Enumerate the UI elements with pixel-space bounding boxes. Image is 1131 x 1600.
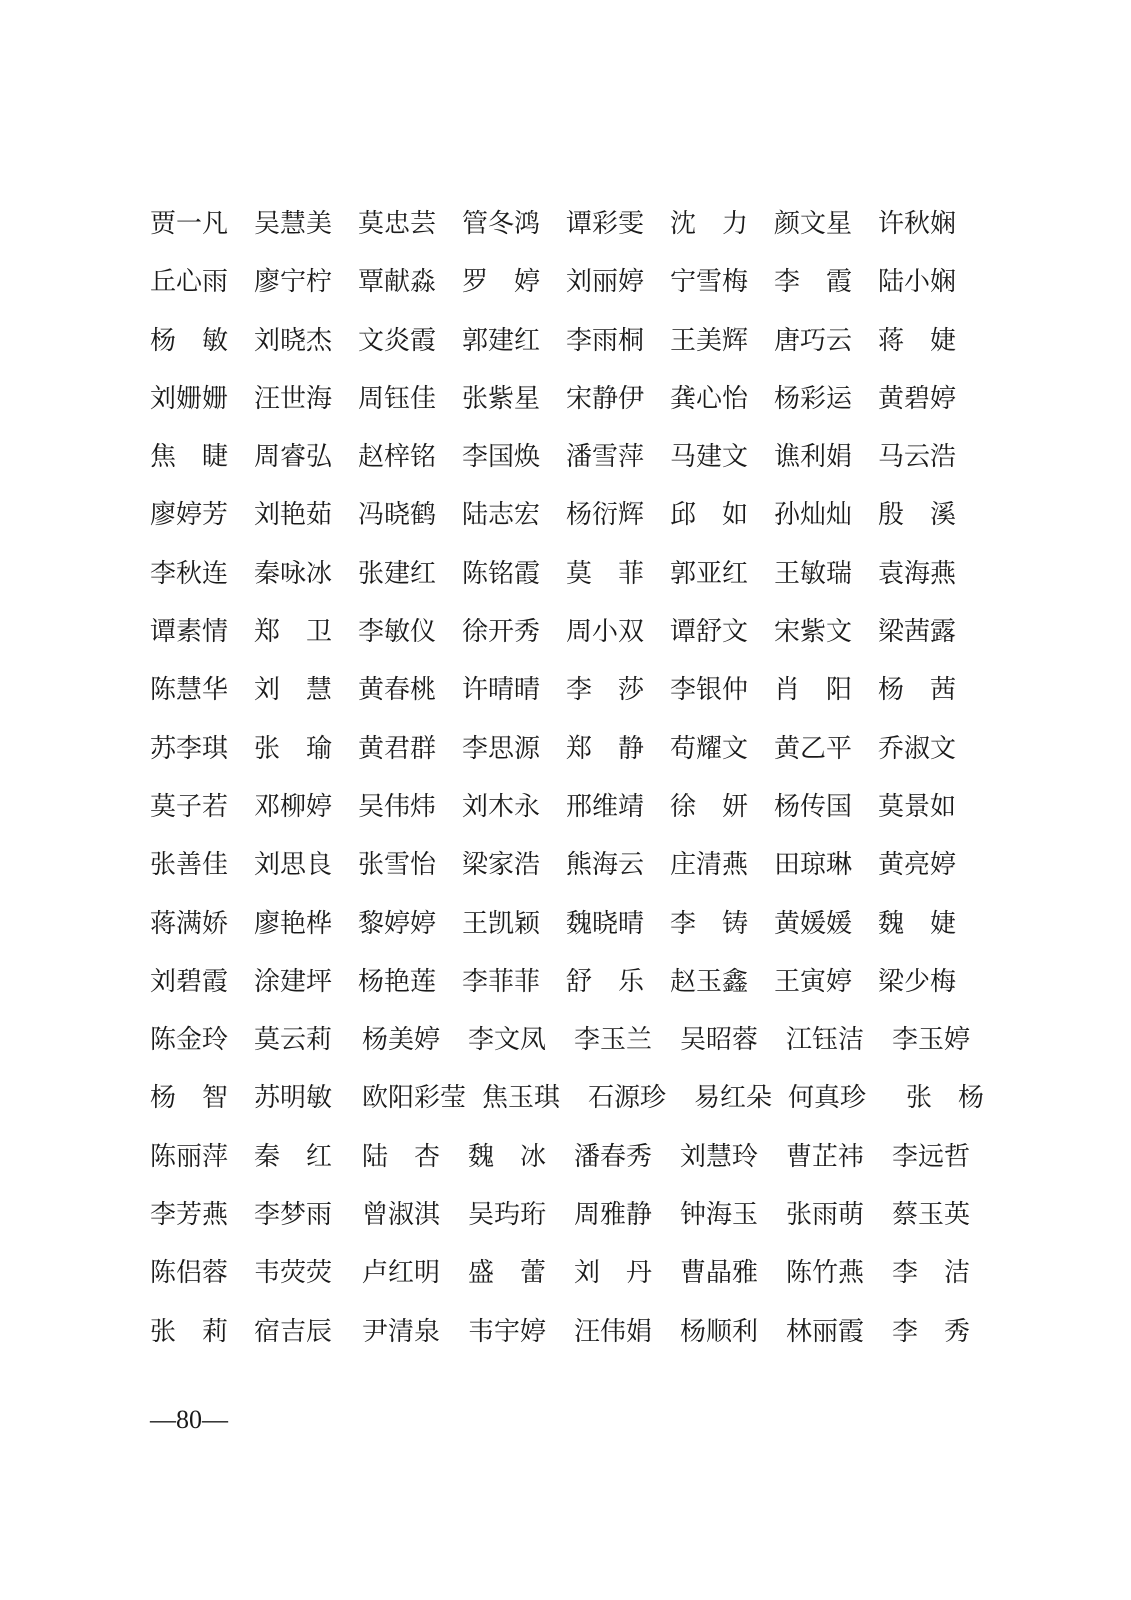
person-name: 易红朵 bbox=[694, 1083, 773, 1114]
person-name: 管冬鸿 bbox=[462, 209, 541, 239]
person-name: 钟海玉 bbox=[680, 1200, 759, 1231]
person-name: 刘艳茹 bbox=[254, 500, 333, 531]
person-name: 张雨萌 bbox=[786, 1200, 865, 1231]
person-name: 乔淑文 bbox=[878, 733, 957, 764]
person-name: 李雨桐 bbox=[566, 325, 645, 356]
person-name: 吴玙珩 bbox=[468, 1200, 547, 1231]
person-name: 梁家浩 bbox=[462, 850, 541, 881]
person-name: 张 杨 bbox=[906, 1083, 985, 1114]
person-name: 邓柳婷 bbox=[254, 791, 333, 822]
page-number: —80— bbox=[150, 1405, 228, 1434]
person-name: 郭建红 bbox=[462, 325, 541, 356]
person-name: 龚心怡 bbox=[670, 383, 749, 414]
person-name: 何真珍 bbox=[788, 1083, 867, 1114]
person-name: 李 秀 bbox=[892, 1316, 971, 1347]
person-name: 曾淑淇 bbox=[362, 1200, 441, 1231]
person-name: 石源珍 bbox=[588, 1083, 667, 1114]
person-name: 杨顺利 bbox=[680, 1316, 759, 1347]
person-name: 周小双 bbox=[566, 617, 645, 648]
person-name: 杨 敏 bbox=[150, 325, 229, 356]
person-name: 李芳燕 bbox=[150, 1200, 229, 1231]
person-name: 潘雪萍 bbox=[566, 442, 645, 473]
person-name: 郑 静 bbox=[566, 733, 645, 764]
person-name: 陈丽萍 bbox=[150, 1141, 229, 1172]
person-name: 杨 茜 bbox=[878, 675, 957, 706]
person-name: 汪伟娟 bbox=[574, 1316, 653, 1347]
person-name: 魏 冰 bbox=[468, 1141, 547, 1172]
person-name: 舒 乐 bbox=[566, 966, 645, 997]
person-name: 莫子若 bbox=[150, 791, 229, 822]
person-name: 陈侣蓉 bbox=[150, 1258, 229, 1289]
person-name: 谭素情 bbox=[150, 617, 229, 648]
person-name: 谯利娟 bbox=[774, 442, 853, 473]
person-name: 宋静伊 bbox=[566, 383, 645, 414]
person-name: 马建文 bbox=[670, 442, 749, 473]
person-name: 黄碧婷 bbox=[878, 383, 957, 414]
person-name: 李菲菲 bbox=[462, 966, 541, 997]
person-name: 刘碧霞 bbox=[150, 966, 229, 997]
person-name: 周雅静 bbox=[574, 1200, 653, 1231]
person-name: 黄媛媛 bbox=[774, 908, 853, 939]
person-name: 邱 如 bbox=[670, 500, 749, 531]
person-name: 廖宁柠 bbox=[254, 267, 333, 298]
person-name: 刘 丹 bbox=[574, 1258, 653, 1289]
person-name: 覃献淼 bbox=[358, 267, 437, 298]
person-name: 田琼琳 bbox=[774, 850, 853, 881]
person-name: 莫忠芸 bbox=[358, 209, 437, 239]
person-name: 周钰佳 bbox=[358, 383, 437, 414]
person-name: 黄春桃 bbox=[358, 675, 437, 706]
person-name: 廖婷芳 bbox=[150, 500, 229, 531]
person-name: 赵玉鑫 bbox=[670, 966, 749, 997]
person-name: 吴昭蓉 bbox=[680, 1025, 759, 1056]
person-name: 苏李琪 bbox=[150, 733, 229, 764]
person-name: 刘慧玲 bbox=[680, 1141, 759, 1172]
person-name: 刘 慧 bbox=[254, 675, 333, 706]
person-name: 唐巧云 bbox=[774, 325, 853, 356]
person-name: 陈慧华 bbox=[150, 675, 229, 706]
person-name: 许晴晴 bbox=[462, 675, 541, 706]
person-name: 刘丽婷 bbox=[566, 267, 645, 298]
person-name: 黄君群 bbox=[358, 733, 437, 764]
person-name: 潘春秀 bbox=[574, 1141, 653, 1172]
person-name: 李敏仪 bbox=[358, 617, 437, 648]
person-name: 焦 睫 bbox=[150, 442, 229, 473]
person-name: 徐 妍 bbox=[670, 791, 749, 822]
person-name: 张善佳 bbox=[150, 850, 229, 881]
person-name: 汪世海 bbox=[254, 383, 333, 414]
person-name: 郑 卫 bbox=[254, 617, 333, 648]
person-name: 蒋满娇 bbox=[150, 908, 229, 939]
person-name: 秦 红 bbox=[254, 1141, 333, 1172]
person-name: 王寅婷 bbox=[774, 966, 853, 997]
person-name: 李远哲 bbox=[892, 1141, 971, 1172]
person-name: 殷 溪 bbox=[878, 500, 957, 531]
person-name: 沈 力 bbox=[670, 209, 749, 239]
person-name: 孙灿灿 bbox=[774, 500, 853, 531]
person-name: 刘晓杰 bbox=[254, 325, 333, 356]
person-name: 黄乙平 bbox=[774, 733, 853, 764]
person-name: 韦宇婷 bbox=[468, 1316, 547, 1347]
person-name: 蒋 婕 bbox=[878, 325, 957, 356]
person-name: 谭彩雯 bbox=[566, 209, 645, 239]
person-name: 宁雪梅 bbox=[670, 267, 749, 298]
person-name: 颜文星 bbox=[774, 209, 853, 239]
person-name: 陆 杏 bbox=[362, 1141, 441, 1172]
person-name: 江钰洁 bbox=[786, 1025, 865, 1056]
person-name: 张 瑜 bbox=[254, 733, 333, 764]
person-name: 苟耀文 bbox=[670, 733, 749, 764]
person-name: 杨传国 bbox=[774, 791, 853, 822]
person-name: 王敏瑞 bbox=[774, 558, 853, 589]
person-name: 涂建坪 bbox=[254, 966, 333, 997]
person-name: 贾一凡 bbox=[150, 209, 229, 239]
person-name: 李梦雨 bbox=[254, 1200, 333, 1231]
person-name: 黎婷婷 bbox=[358, 908, 437, 939]
person-name: 杨 智 bbox=[150, 1083, 229, 1114]
person-name: 赵梓铭 bbox=[358, 442, 437, 473]
person-name: 梁少梅 bbox=[878, 966, 957, 997]
person-name: 蔡玉英 bbox=[892, 1200, 971, 1231]
person-name: 李秋连 bbox=[150, 558, 229, 589]
person-name: 文炎霞 bbox=[358, 325, 437, 356]
person-name: 刘姗姗 bbox=[150, 383, 229, 414]
person-name: 廖艳桦 bbox=[254, 908, 333, 939]
person-name: 莫 菲 bbox=[566, 558, 645, 589]
person-name: 吴慧美 bbox=[254, 209, 333, 239]
person-name: 苏明敏 bbox=[254, 1083, 333, 1114]
person-name: 王美辉 bbox=[670, 325, 749, 356]
person-name: 吴伟炜 bbox=[358, 791, 437, 822]
person-name: 尹清泉 bbox=[362, 1316, 441, 1347]
person-name: 梁茜露 bbox=[878, 617, 957, 648]
person-name: 丘心雨 bbox=[150, 267, 229, 298]
person-name: 谭舒文 bbox=[670, 617, 749, 648]
person-name: 袁海燕 bbox=[878, 558, 957, 589]
person-name: 欧阳彩莹 bbox=[362, 1083, 467, 1114]
person-name: 林丽霞 bbox=[786, 1316, 865, 1347]
person-name: 焦玉琪 bbox=[482, 1083, 561, 1114]
person-name: 陈金玲 bbox=[150, 1025, 229, 1056]
person-name: 韦荧荧 bbox=[254, 1258, 333, 1289]
person-name: 宋紫文 bbox=[774, 617, 853, 648]
person-name: 曹晶雅 bbox=[680, 1258, 759, 1289]
person-name: 马云浩 bbox=[878, 442, 957, 473]
person-name: 杨美婷 bbox=[362, 1025, 441, 1056]
person-name: 曹芷祎 bbox=[786, 1141, 865, 1172]
person-name: 杨艳莲 bbox=[358, 966, 437, 997]
person-name: 李 莎 bbox=[566, 675, 645, 706]
person-name: 肖 阳 bbox=[774, 675, 853, 706]
person-name: 杨衍辉 bbox=[566, 500, 645, 531]
person-name: 刘木永 bbox=[462, 791, 541, 822]
person-name: 魏 婕 bbox=[878, 908, 957, 939]
person-name: 冯晓鹤 bbox=[358, 500, 437, 531]
person-name: 熊海云 bbox=[566, 850, 645, 881]
person-name: 许秋娴 bbox=[878, 209, 957, 239]
person-name: 魏晓晴 bbox=[566, 908, 645, 939]
person-name: 李国焕 bbox=[462, 442, 541, 473]
person-name: 李 铸 bbox=[670, 908, 749, 939]
person-name: 李玉兰 bbox=[574, 1025, 653, 1056]
person-name: 李思源 bbox=[462, 733, 541, 764]
person-name: 罗 婷 bbox=[462, 267, 541, 298]
person-name: 陈铭霞 bbox=[462, 558, 541, 589]
person-name: 李 霞 bbox=[774, 267, 853, 298]
person-name: 李 洁 bbox=[892, 1258, 971, 1289]
person-name: 盛 蕾 bbox=[468, 1258, 547, 1289]
person-name: 周睿弘 bbox=[254, 442, 333, 473]
person-name: 李银仲 bbox=[670, 675, 749, 706]
person-name: 庄清燕 bbox=[670, 850, 749, 881]
person-name: 李玉婷 bbox=[892, 1025, 971, 1056]
person-name: 陈竹燕 bbox=[786, 1258, 865, 1289]
person-name: 陆志宏 bbox=[462, 500, 541, 531]
person-name: 李文凤 bbox=[468, 1025, 547, 1056]
person-name: 莫云莉 bbox=[254, 1025, 333, 1056]
person-name: 秦咏冰 bbox=[254, 558, 333, 589]
person-name: 张 莉 bbox=[150, 1316, 229, 1347]
person-name: 张建红 bbox=[358, 558, 437, 589]
person-name: 黄亮婷 bbox=[878, 850, 957, 881]
person-name: 张雪怡 bbox=[358, 850, 437, 881]
person-name: 邢维靖 bbox=[566, 791, 645, 822]
person-name: 宿吉辰 bbox=[254, 1316, 333, 1347]
person-name: 陆小娴 bbox=[878, 267, 957, 298]
person-name: 徐开秀 bbox=[462, 617, 541, 648]
person-name: 郭亚红 bbox=[670, 558, 749, 589]
person-name: 莫景如 bbox=[878, 791, 957, 822]
person-name: 张紫星 bbox=[462, 383, 541, 414]
person-name: 卢红明 bbox=[362, 1258, 441, 1289]
person-name: 杨彩运 bbox=[774, 383, 853, 414]
person-name: 刘思良 bbox=[254, 850, 333, 881]
person-name: 王凯颖 bbox=[462, 908, 541, 939]
